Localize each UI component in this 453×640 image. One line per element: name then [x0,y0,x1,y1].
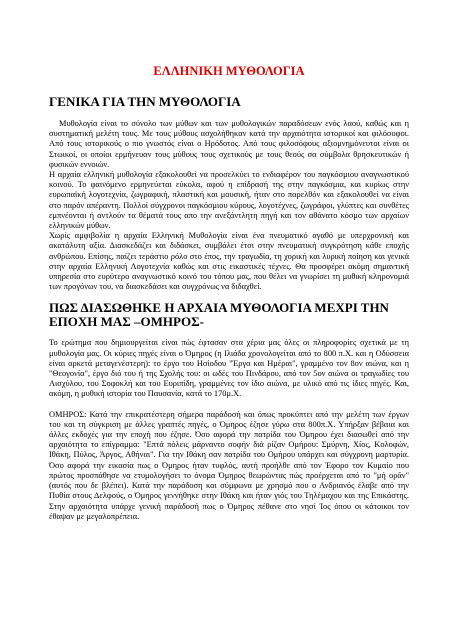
paragraph-gap [49,400,409,410]
section-heading-general: ΓΕΝΙΚΑ ΓΙΑ ΤΗΝ ΜΥΘΟΛΟΓΙΑ [49,94,241,109]
paragraph-homer: ΟΜΗΡΟΣ: Κατά την επικρατέστερη σήμερα παράδοσή και όπως προκύπτει από την μελέτη των έργων του και τη σύγκριση με άλλες γραπτές πηγές, ο Όμηρος έζησε γύρω στα 800π.Χ. Υπήρξαν βέβαια και άλλες εκδοχές για την εποχή που έζησε. Όσο αφορά την πατρίδα του Όμηρου έχει διασωθεί από την αρχαιότητα το επίγραμμα: "Επτά πόλεις μάρναντο σοφήν διά ρίζαν Ομήρου: Σμύρνη, Χίος, Κολοφών, Ιθάκη, Πύλος, Άργος, Αθήναι". Για την Ιθάκη σαν πατρίδα του Ομήρου υπάρχει και σύγχρονη μαρτυρία. Όσο αφορά την εικασία πως ο Όμηρος ήταν τυφλός, αυτή προήλθε από τον Έφορο τον Κυμαίο που πρώτος προσπάθησε να ετυμολογήσει το όνομα Όμηρος θεωρώντας πώς προέρχεται από το "μή ορᾶν"(αυτός που δε βλέπει). Κατά την παράδοση και σύμφωνα με χρησμό που ο Ανδριανός έλαβε από την Πυθία στους Δελφούς, ο Όμηρος γεννήθηκε στην Ιθάκη και ήταν γιός του Τηλέμαχου και της Επικάστης. Στην αρχαιότητα υπάρχε γενική παράδοσή πως ο Όμηρος πέθανε στο νησί Ίος όπου οι κάτοικοι τον έθαψαν με μεγαλοπρέπεια. [49,409,409,521]
section-heading-preservation: ΠΩΣ ΔΙΑΣΩΘΗΚΕ Η ΑΡΧΑΙΑ ΜΥΘΟΛΟΓΙΑ ΜΕΧΡΙ ΤΗΝ ΕΠΟΧΗ ΜΑΣ –ΟΜΗΡΟΣ- [49,300,389,330]
paragraph-value: Χωρίς αμφιβολία η αρχαία Ελληνική Μυθολογία είναι ένα πνευματικό αγαθό με υπερχρονική και ακατάλυτη αξία. Διασκεδάζει και διδάσκει, συμβάλει έτσι στην πνευματική συγκρότηση κάθε εποχής ανθρώπου. Επίσης, παίζει τεράστιο ρόλο στο έπος, την τραγωδία, τη χορική και λυρική ποίηση και γενικά στην αρχαία Ελληνική Λογοτεχνία καθώς και στις εικαστικές τέχνες. Θα προσφέρει ακόμη σημαντική υπηρεσία στο ευρύτερο αναγνωστικό κοινό του τόπου μας, που θέλει να γνωρίσει τη μυθική κληρονομιά των προγόνων του, να διασκεδάσει και συγχρόνως να διδαχθεί. [49,231,409,292]
paragraph-influence: Η αρχαία ελληνική μυθολογία εξακολουθεί να προσελκύει το ενδιαφέρον του παγκόσμιου αναγνωστικού κοινού. Το φαινόμενο ερμηνεύεται εύκολα, αφού η επίδρασή της στην παγκόσμια, και κυρίως στην ευρωπαϊκή λογοτεχνία, ζωγραφική, πλαστική και μουσική, ήταν στο παρελθόν και εξακολουθεί να είναι στο παρόν απέραντη. Πολλοί σύγχρονοι παγκόσμιου κύρους, λογοτέχνες, ζωγράφοι, γλύπτες και συνθέτες εμπνέονται ή αντλούν τα θέματά τους απο την ανεξάντλητη πηγή και τον αθάνατο κόσμο των αρχαίων ελληνικών μύθων. [49,170,409,231]
paragraph-sources: Το ερώτημα που δημιουργείται είναι πώς έφτασαν στα χέρια μας όλες οι πληροφορίες σχετικά με τη μυθολογία μας. Οι κύριες πηγές είναι ο Όμηρος (η Ιλιάδα χρονολογείται από το 800 π.Χ. και η Οδύσσεια είναι αρκετά μεταγενέστερη): το έργο του Ησίοδου "Έργα και Ημέραι", γραμμένο τον 8ον αιώνα, και η "Θεογονία", έργο διό του ή της Σχολής του: οι ωδές του Πινδάρου, από τον 5ον αιώνα οι τραγωδίες του Αισχύλου, του Σοφοκλή και του Ευριπίδη, γραμμένες τον ίδιο αιώνα, με υλικό από τις ίδιες πηγές. Και, ακόμη, η μυθική ιστορία του Παυσανία, κατά το 170μ.Χ. [49,338,409,399]
document-title: ΕΛΛΗΝΙΚΗ ΜΥΘΟΛΟΓΙΑ [153,64,305,78]
paragraph-definition: Μυθολογία είναι το σύνολο των μύθων και των μυθολογικών παραδόσεων ενός λαού, καθώς και η συστηματική μελέτη τους. Με τους μύθους ασχολήθηκαν κατά την αρχαιότητα ιστορικοί και φιλόσοφοι. Από τους ιστορικούς ο πιο γνωστός είναι ο Ηρόδοτος. Από τους φιλοσόφους αξιομνημόνευτοι είναι οι Στωικοί, οι οποίοι ερμήνευαν τους μύθους τους σχετικούς με τους θεούς σα σύμβολα θρησκευτικών ή φυσικών εννοιών. [49,119,409,169]
